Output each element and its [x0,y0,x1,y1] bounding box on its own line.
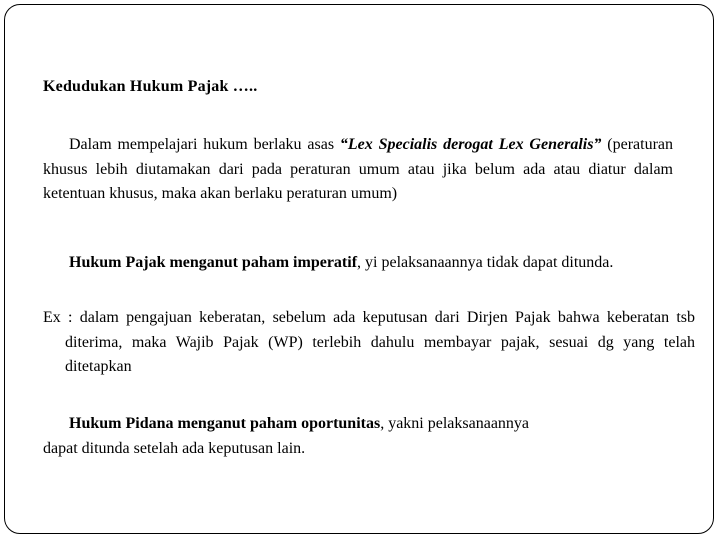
paragraph1-lead: Dalam mempelajari hukum berlaku asas [69,136,340,153]
paragraph-lex-specialis [43,133,673,207]
paragraph4-line1 [43,412,673,437]
lex-specialis-quote: “Lex Specialis derogat Lex Generalis” [339,136,602,153]
paragraph-hukum-pajak [43,251,673,276]
slide-frame [4,4,714,534]
hukum-pajak-bold: Hukum Pajak menganut paham imperatif [69,254,358,271]
paragraph-hukum-pidana [43,412,673,461]
paragraph2-rest: , yi pelaksanaannya tidak dapat ditunda. [357,254,614,271]
paragraph4-rest-line1: , yakni pelaksanaannya [380,415,530,432]
paragraph4-rest-line2: dapat ditunda setelah ada keputusan lain. [43,439,306,457]
slide-heading: Kedudukan Hukum Pajak ….. [43,78,258,95]
hukum-pidana-bold: Hukum Pidana menganut paham oportunitas [69,415,381,432]
paragraph1-rest: (peraturan khusus lebih diutamakan dari pada peraturan umum atau jika belum ada atau diatur dalam ketentuan khusus, maka akan berlaku peraturan umum) [43,136,674,202]
paragraph-example: Ex : dalam pengajuan keberatan, sebelum ada keputusan dari Dirjen Pajak bahwa keberatan tsb diterima, maka Wajib Pajak (WP) terlebih dahulu membayar pajak, sesuai dg yang telah ditetapkan [43,309,695,375]
